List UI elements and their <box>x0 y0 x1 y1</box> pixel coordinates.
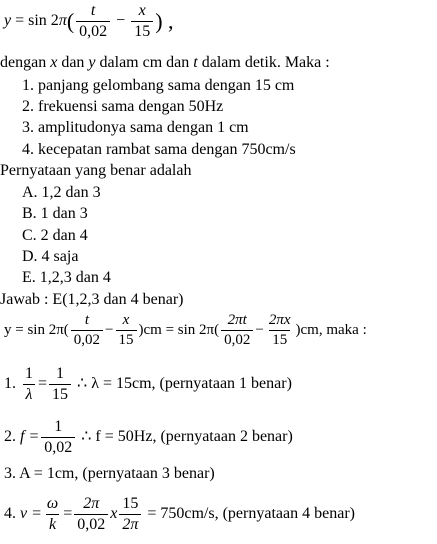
wave-equation <box>4 2 174 41</box>
fraction-1-15 <box>49 365 71 404</box>
frac-num: 1 <box>56 365 65 382</box>
frac-den: 0,02 <box>71 330 103 349</box>
eq-lhs: y = sin 2π( <box>4 321 69 338</box>
step-2 <box>4 418 293 457</box>
step-lhs: v = <box>20 505 42 523</box>
pi-symbol: π <box>58 12 67 30</box>
frac-num: t <box>84 312 89 328</box>
frac-num: ω <box>46 495 59 512</box>
frac-den: k <box>46 514 59 534</box>
option-a: A. 1,2 dan 3 <box>22 184 101 201</box>
intro-text <box>0 55 330 71</box>
frac-den: 0,02 <box>41 437 75 457</box>
step-4 <box>4 495 355 534</box>
statement-1: 1. panjang gelombang sama dengan 15 cm <box>22 77 295 94</box>
step-result: ∴ λ = 15cm, (pernyataan 1 benar) <box>77 375 292 393</box>
frac-den: 2π <box>119 514 141 534</box>
option-b: B. 1 dan 3 <box>22 205 88 222</box>
question-text: Pernyataan yang benar adalah <box>0 162 192 179</box>
intro-part: dalam detik. Maka : <box>197 54 330 71</box>
equals: = <box>63 505 73 523</box>
step-result: ∴ f = 50Hz, (pernyataan 2 benar) <box>81 428 293 446</box>
eq-mid: )cm = sin 2π( <box>138 321 220 338</box>
fraction-x <box>131 2 153 41</box>
var-t: t <box>193 54 198 71</box>
option-d: D. 4 saja <box>22 248 79 265</box>
fraction-2pix <box>266 312 294 349</box>
var-y: y <box>4 12 12 30</box>
minus-sign: − <box>116 12 126 30</box>
frac-num: 1 <box>54 418 63 435</box>
frac-num: 2πx <box>268 312 291 328</box>
close-paren: ) , <box>155 8 174 34</box>
step-3: 3. A = 1cm, (pernyataan 3 benar) <box>4 465 215 482</box>
intro-part: dalam cm dan <box>95 54 194 71</box>
var-x: x <box>50 54 58 71</box>
fraction-t <box>71 312 103 349</box>
frac-num: 1 <box>25 365 33 382</box>
step-lhs: f = <box>20 428 40 446</box>
fraction-omega-k <box>44 495 61 534</box>
fraction-1-002 <box>41 418 75 457</box>
statement-3: 3. amplitudonya sama dengan 1 cm <box>22 119 249 136</box>
frac-num: 15 <box>122 495 139 512</box>
step-number: 1. <box>4 375 16 393</box>
fraction-2pi-002 <box>74 495 108 534</box>
main-equation <box>4 312 367 349</box>
frac-den: 0,02 <box>221 330 253 349</box>
step-1 <box>4 365 292 404</box>
fraction-2pit <box>221 312 253 349</box>
frac-num: t <box>90 2 96 19</box>
fraction-15-2pi <box>119 495 141 534</box>
frac-den: 15 <box>269 330 290 349</box>
frac-num: 2π <box>83 495 100 512</box>
fraction-t <box>76 2 110 41</box>
statement-2: 2. frekuensi sama dengan 50Hz <box>22 98 224 115</box>
frac-den: 0,02 <box>74 514 108 534</box>
statement-4: 4. kecepatan rambat sama dengan 750cm/s <box>22 141 296 158</box>
step-number: 4. <box>4 505 16 523</box>
fraction-1-lambda <box>22 365 36 404</box>
var-y: y <box>88 54 96 71</box>
intro-part: dengan <box>0 54 51 71</box>
eq-sin: = sin 2 <box>15 12 59 30</box>
frac-num: x <box>122 312 130 328</box>
frac-den: 15 <box>131 21 153 41</box>
frac-den: 15 <box>116 330 137 349</box>
minus-sign: − <box>105 321 114 338</box>
frac-num: x <box>138 2 146 19</box>
step-result: = 750cm/s, (pernyataan 4 benar) <box>147 505 355 523</box>
fraction-x <box>116 312 137 349</box>
equals: = <box>38 375 48 393</box>
step-number: 2. <box>4 428 16 446</box>
frac-den: 0,02 <box>76 21 110 41</box>
eq-tail: )cm, maka : <box>295 321 367 338</box>
times: x <box>110 505 118 523</box>
frac-den: λ <box>23 384 36 404</box>
minus-sign: − <box>255 321 264 338</box>
option-e: E. 1,2,3 dan 4 <box>22 269 111 286</box>
intro-part: dan <box>57 54 89 71</box>
answer-text: Jawab : E(1,2,3 dan 4 benar) <box>0 291 184 308</box>
frac-num: 2πt <box>227 312 247 328</box>
open-paren: ( <box>66 8 75 34</box>
frac-den: 15 <box>49 384 71 404</box>
option-c: C. 2 dan 4 <box>22 227 88 244</box>
